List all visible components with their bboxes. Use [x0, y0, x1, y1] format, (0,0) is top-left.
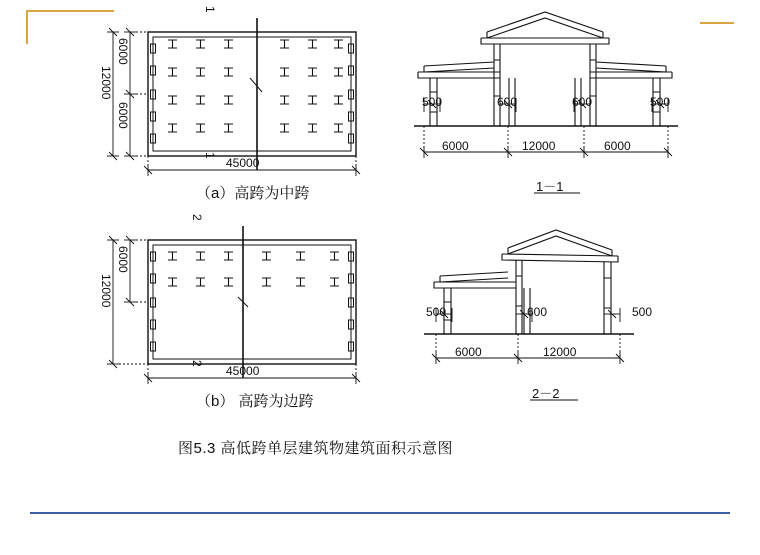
dim-b-overall-height: 12000 [99, 274, 113, 308]
dim-a-bay-bottom: 6000 [116, 102, 130, 129]
section-title-2-2: 2－2 [532, 386, 560, 401]
section-mark-a-bottom: 1 [203, 152, 217, 159]
section-mark-b-top: 2 [190, 214, 204, 221]
dim-a-eave-2: 600 [497, 95, 518, 109]
dim-b-eave-1: 500 [426, 305, 447, 319]
dim-a-eave-4: 500 [650, 95, 671, 109]
dim-b-span-1: 6000 [455, 345, 482, 359]
section-mark-b-bottom: 2 [190, 360, 204, 367]
dim-a-eave-1: 500 [422, 95, 443, 109]
section-mark-a-top: 1 [203, 6, 217, 13]
dim-a-span-2: 12000 [522, 139, 556, 153]
dim-b-overall-width: 45000 [226, 364, 260, 378]
dim-a-overall-height: 12000 [99, 66, 113, 100]
dim-a-overall-width: 45000 [226, 156, 260, 170]
subfigure-a-caption: （a）高跨为中跨 [196, 185, 310, 202]
dim-a-span-3: 6000 [604, 139, 631, 153]
dim-a-eave-3: 600 [572, 95, 593, 109]
figure-caption: 图5.3 高低跨单层建筑物建筑面积示意图 [178, 440, 454, 457]
dim-a-bay-top: 6000 [116, 38, 130, 65]
dim-a-span-1: 6000 [442, 139, 469, 153]
dim-b-eave-2: 600 [527, 305, 548, 319]
dim-b-span-2: 12000 [543, 345, 577, 359]
section-title-1-1: 1－1 [536, 179, 564, 194]
subfigure-b-caption: （b） 高跨为边跨 [196, 393, 314, 410]
dim-b-eave-3: 500 [632, 305, 653, 319]
dim-b-bay-top: 6000 [116, 246, 130, 273]
